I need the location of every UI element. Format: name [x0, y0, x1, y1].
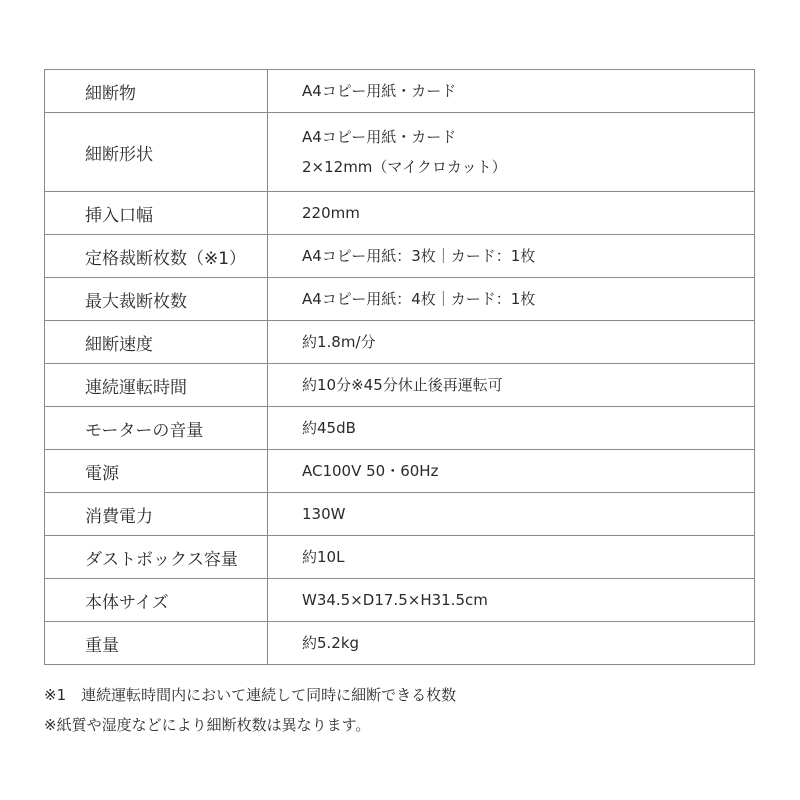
table-row: [45, 450, 755, 493]
table-row: [45, 321, 755, 364]
footnote-2: ※紙質や湿度などにより細断枚数は異なります。: [44, 716, 371, 734]
spec-value-cell: [268, 364, 755, 407]
footnote-1: ※1 連続運転時間内において連続して同時に細断できる枚数: [44, 686, 457, 704]
table-row: [45, 493, 755, 536]
spec-label: 細断物: [45, 70, 268, 113]
spec-value: A4コピー用紙：4枚｜カード：1枚: [302, 290, 536, 308]
spec-label: 定格裁断枚数（※1）: [45, 235, 268, 278]
spec-label: モーターの音量: [45, 407, 268, 450]
table-row: [45, 407, 755, 450]
spec-value: 約10分※45分休止後再運転可: [302, 376, 503, 394]
spec-value: A4コピー用紙・カード: [302, 128, 457, 146]
spec-label: 電源: [45, 450, 268, 493]
spec-label: 細断形状: [45, 113, 268, 192]
spec-value-cell: [268, 493, 755, 536]
spec-value-cell: [268, 450, 755, 493]
table-row: [45, 622, 755, 665]
spec-value-cell: [268, 536, 755, 579]
spec-table: [44, 69, 755, 665]
table-row: [45, 278, 755, 321]
spec-label: 重量: [45, 622, 268, 665]
spec-value-cell: [268, 321, 755, 364]
spec-value-cell: [268, 235, 755, 278]
spec-value-cell: [268, 407, 755, 450]
spec-value-cell: [268, 70, 755, 113]
spec-label: 最大裁断枚数: [45, 278, 268, 321]
spec-value: 2×12mm（マイクロカット）: [302, 158, 507, 176]
spec-value: 130W: [302, 505, 346, 523]
spec-value: 約45dB: [302, 419, 356, 437]
spec-value: 約10L: [302, 548, 345, 566]
spec-label: ダストボックス容量: [45, 536, 268, 579]
table-row: [45, 192, 755, 235]
table-row: [45, 235, 755, 278]
spec-value-cell: [268, 622, 755, 665]
spec-value: W34.5×D17.5×H31.5cm: [302, 591, 488, 609]
spec-label: 本体サイズ: [45, 579, 268, 622]
spec-value: A4コピー用紙・カード: [302, 82, 457, 100]
spec-value-cell: [268, 113, 755, 192]
spec-value-cell: [268, 192, 755, 235]
spec-value: AC100V 50・60Hz: [302, 462, 439, 480]
table-row: [45, 364, 755, 407]
spec-value-cell: [268, 579, 755, 622]
spec-value: 約1.8m/分: [302, 333, 376, 351]
table-row: [45, 70, 755, 113]
table-row: [45, 113, 755, 192]
spec-label: 連続運転時間: [45, 364, 268, 407]
spec-value: 約5.2kg: [302, 634, 360, 652]
spec-value-cell: [268, 278, 755, 321]
table-row: [45, 536, 755, 579]
spec-value: 220mm: [302, 204, 360, 222]
spec-label: 細断速度: [45, 321, 268, 364]
spec-value: A4コピー用紙：3枚｜カード：1枚: [302, 247, 536, 265]
table-row: [45, 579, 755, 622]
spec-label: 消費電力: [45, 493, 268, 536]
spec-label: 挿入口幅: [45, 192, 268, 235]
footnotes: [44, 680, 456, 740]
